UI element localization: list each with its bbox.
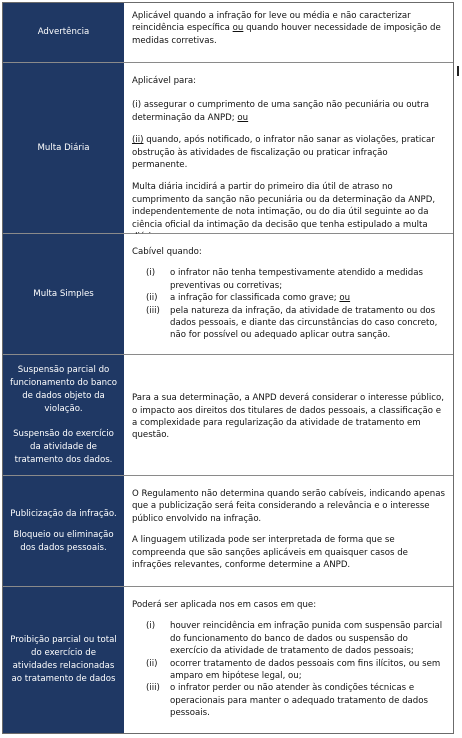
- content-paragraph: Multa diária incidirá a partir do primeiro dia útil de atraso no cumprimento da sanção não pecuniária ou da determinação da ANPD, independentemente de nota intimação, ou do dia útil seguinte ao da ciência oficial da intimação da decisão que tenha estipulado a multa: [132, 182, 436, 230]
- label-text: Advertência: [37, 27, 90, 37]
- label-text: Suspensão do exercício da atividade de tratamento dos dados.: [13, 428, 114, 465]
- label-text: Proibição parcial ou total do exercício de atividades relacionadas ao tratamento de dados: [10, 635, 117, 684]
- content-paragraph: (i) assegurar o cumprimento de uma sanção não pecuniária ou outra determinação da ANPD; ou: [132, 100, 430, 123]
- table-row-suspensao: [3, 355, 453, 476]
- content-intro: Aplicável para:: [132, 76, 197, 86]
- row-content: [125, 3, 453, 62]
- row-content: [125, 63, 453, 233]
- list-item: (iii) pela natureza da infração, da atividade de tratamento ou dos dados pessoais, e diante das circunstâncias do caso concreto, não for possível ou adequado aplicar outra sanção.: [146, 305, 438, 341]
- sanctions-table: [2, 2, 454, 734]
- row-label: [3, 234, 125, 354]
- list-item: (iii) o infrator perder ou não atender às condições técnicas e operacionais para manter o adequado tratamento de dados pessoais.: [146, 683, 429, 719]
- label-text: Multa Simples: [33, 288, 94, 299]
- row-label: [3, 63, 125, 233]
- content-paragraph: Aplicável quando a infração for leve ou média e não caracterizar reincidência específica ou quando houver necessidade de imposição de medidas corretivas.: [132, 11, 441, 46]
- content-paragraph: O Regulamento não determina quando serão cabíveis, indicando apenas que a publicização será feita considerando a relevância e o interesse público envolvido na infração.: [132, 489, 445, 524]
- row-label: [3, 355, 125, 475]
- row-label: [3, 587, 125, 733]
- table-row-multa-diaria: [3, 63, 453, 234]
- list-item: (ii) a infração for classificada como grave; ou: [146, 293, 351, 304]
- table-row-publicizacao: [3, 476, 453, 587]
- content-paragraph: (ii) quando, após notificado, o infrator não sanar as violações, praticar obstrução às atividades de fiscalização ou praticar infração permanente.: [132, 135, 435, 171]
- content-intro: Poderá ser aplicada nos em casos em que:: [132, 600, 317, 610]
- list-item: (i) o infrator não tenha tempestivamente atendido a medidas preventivas ou corretivas;: [146, 268, 423, 291]
- label-text: Suspensão parcial do funcionamento do banco de dados objeto da violação.: [9, 364, 118, 414]
- list-item: (i) houver reincidência em infração punida com suspensão parcial do funcionamento do banco de dados ou suspensão do exercício da atividade de tratamento de dados pessoais;: [146, 621, 443, 657]
- row-content: [125, 476, 453, 586]
- label-text: Bloqueio ou eliminação dos dados pessoais.: [13, 529, 114, 553]
- content-paragraph: A linguagem utilizada pode ser interpretada de forma que se compreenda que são sanções aplicáveis em quaisquer casos de infrações relevantes, conforme determine a ANPD.: [132, 535, 408, 571]
- row-label: [3, 476, 125, 586]
- label-text: Publicização da infração.: [10, 508, 117, 519]
- table-row-proibicao: [3, 587, 453, 733]
- row-content: [125, 587, 453, 733]
- row-content: [125, 234, 453, 354]
- list-item: (ii) ocorrer tratamento de dados pessoais com fins ilícitos, ou sem amparo em hipótese legal, ou;: [146, 658, 441, 682]
- content-paragraph: Para a sua determinação, a ANPD deverá considerar o interesse público, o impacto aos direitos dos titulares de dados pessoais, a classificação e a complexidade para regularização da atividade de tratamento em questão.: [132, 393, 444, 441]
- row-label: [3, 3, 125, 62]
- table-row-advertencia: [3, 3, 453, 63]
- label-text: Multa Diária: [37, 142, 90, 153]
- content-intro: Cabível quando:: [132, 247, 202, 257]
- scrollbar-thumb[interactable]: [457, 66, 459, 76]
- table-row-multa-simples: [3, 234, 453, 355]
- row-content: [125, 355, 453, 475]
